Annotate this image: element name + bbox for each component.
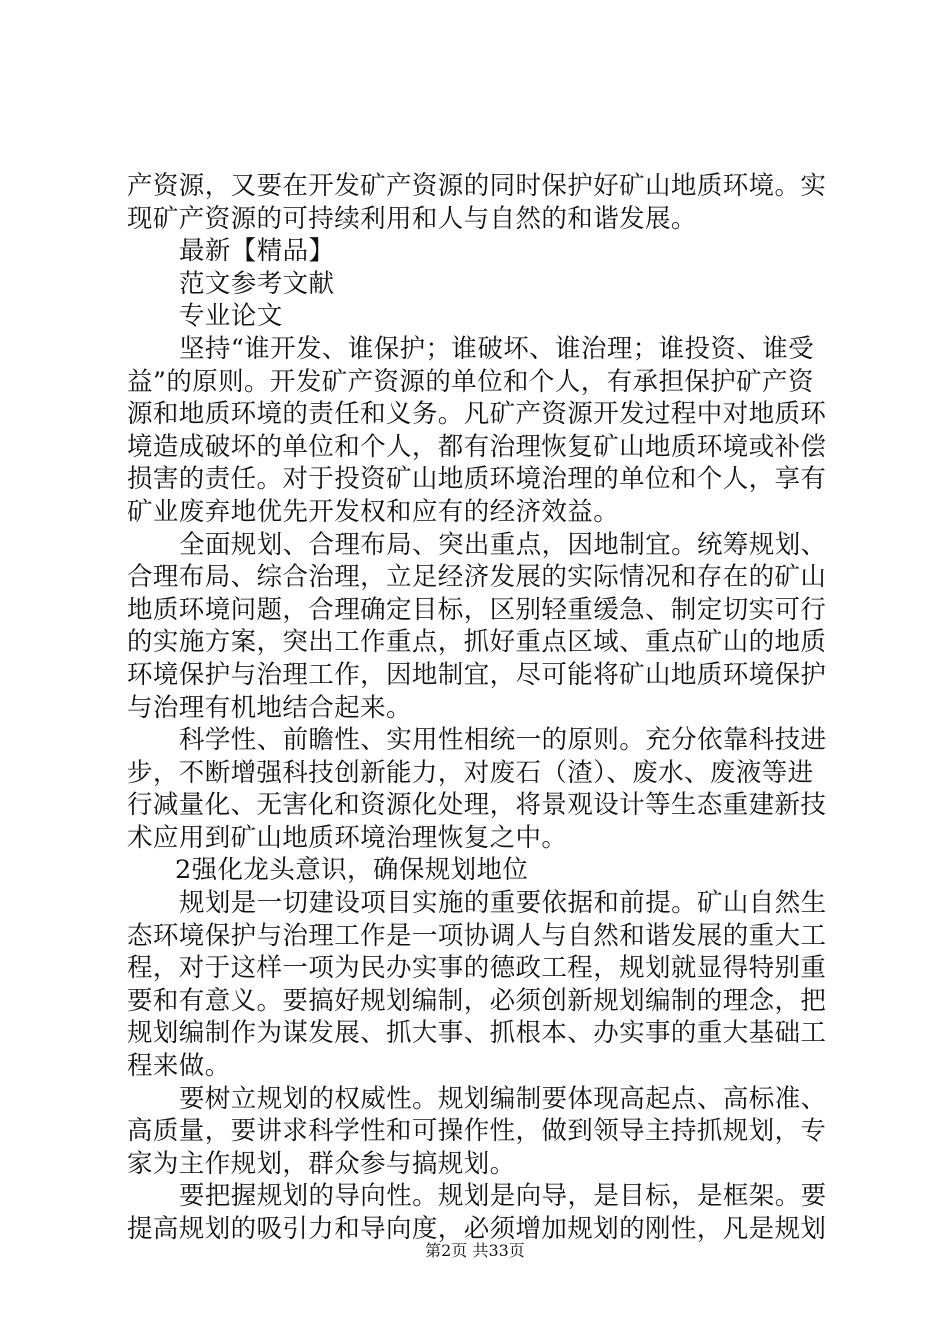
paragraph-start: 规划是一切建设项目实施的重要依据和前提。矿山自然生 — [179, 888, 827, 919]
text-line: 境造成破坏的单位和个人，都有治理恢复矿山地质环境或补偿 — [127, 431, 827, 462]
text-line: 益”的原则。开发矿产资源的单位和个人，有承担保护矿产资 — [127, 366, 814, 397]
text-line: 步，不断增强科技创新能力，对废石（渣）、废水、废液等进 — [127, 757, 814, 788]
text-line: 专业论文 — [179, 301, 283, 332]
section-heading: 2强化龙头意识，确保规划地位 — [175, 855, 529, 886]
text-line: 程来做。 — [127, 1051, 231, 1082]
text-line: 现矿产资源的可持续利用和人与自然的和谐发展。 — [127, 203, 697, 234]
text-line: 矿业废弃地优先开发权和应有的经济效益。 — [127, 496, 620, 527]
text-line: 高质量，要讲求科学性和可操作性，做到领导主持抓规划，专 — [127, 1116, 827, 1147]
paragraph-start: 科学性、前瞻性、实用性相统一的原则。充分依靠科技进 — [179, 725, 827, 756]
text-line: 地质环境问题，合理确定目标，区别轻重缓急、制定切实可行 — [127, 594, 827, 625]
text-line: 程，对于这样一项为民办实事的德政工程，规划就显得特别重 — [127, 953, 827, 984]
text-line: 源和地质环境的责任和义务。凡矿产资源开发过程中对地质环 — [127, 399, 827, 430]
paragraph-start: 全面规划、合理布局、突出重点，因地制宜。统筹规划、 — [179, 529, 827, 560]
text-line: 最新【精品】 — [179, 236, 335, 267]
paragraph-start: 要树立规划的权威性。规划编制要体现高起点、高标准、 — [179, 1083, 827, 1114]
text-line: 提高规划的吸引力和导向度，必须增加规划的刚性，凡是规划 — [127, 1214, 827, 1244]
text-line: 行减量化、无害化和资源化处理，将景观设计等生态重建新技 — [127, 790, 827, 821]
text-line: 要和有意义。要搞好规划编制，必须创新规划编制的理念，把 — [127, 985, 827, 1016]
paragraph-start: 坚持“谁开发、谁保护；谁破坏、谁治理；谁投资、谁受 — [179, 333, 815, 364]
text-line: 范文参考文献 — [179, 268, 335, 299]
text-line: 损害的责任。对于投资矿山地质环境治理的单位和个人，享有 — [127, 464, 827, 495]
paragraph-start: 要把握规划的导向性。规划是向导，是目标，是框架。要 — [179, 1181, 827, 1212]
page-number-footer: 第2页 共33页 — [425, 1241, 525, 1260]
text-line: 产资源，又要在开发矿产资源的同时保护好矿山地质环境。实 — [127, 171, 827, 201]
text-line: 的实施方案，突出工作重点，抓好重点区域、重点矿山的地质 — [127, 627, 827, 658]
text-line: 术应用到矿山地质环境治理恢复之中。 — [127, 822, 568, 853]
text-line: 态环境保护与治理工作是一项协调人与自然和谐发展的重大工 — [127, 920, 827, 951]
text-line: 家为主作规划，群众参与搞规划。 — [127, 1148, 516, 1179]
text-line: 与治理有机地结合起来。 — [127, 692, 412, 723]
document-body — [127, 170, 831, 1246]
text-line: 环境保护与治理工作，因地制宜，尽可能将矿山地质环境保护 — [127, 659, 827, 690]
text-line: 规划编制作为谋发展、抓大事、抓根本、办实事的重大基础工 — [127, 1018, 827, 1049]
text-line: 合理布局、综合治理，立足经济发展的实际情况和存在的矿山 — [127, 562, 827, 593]
